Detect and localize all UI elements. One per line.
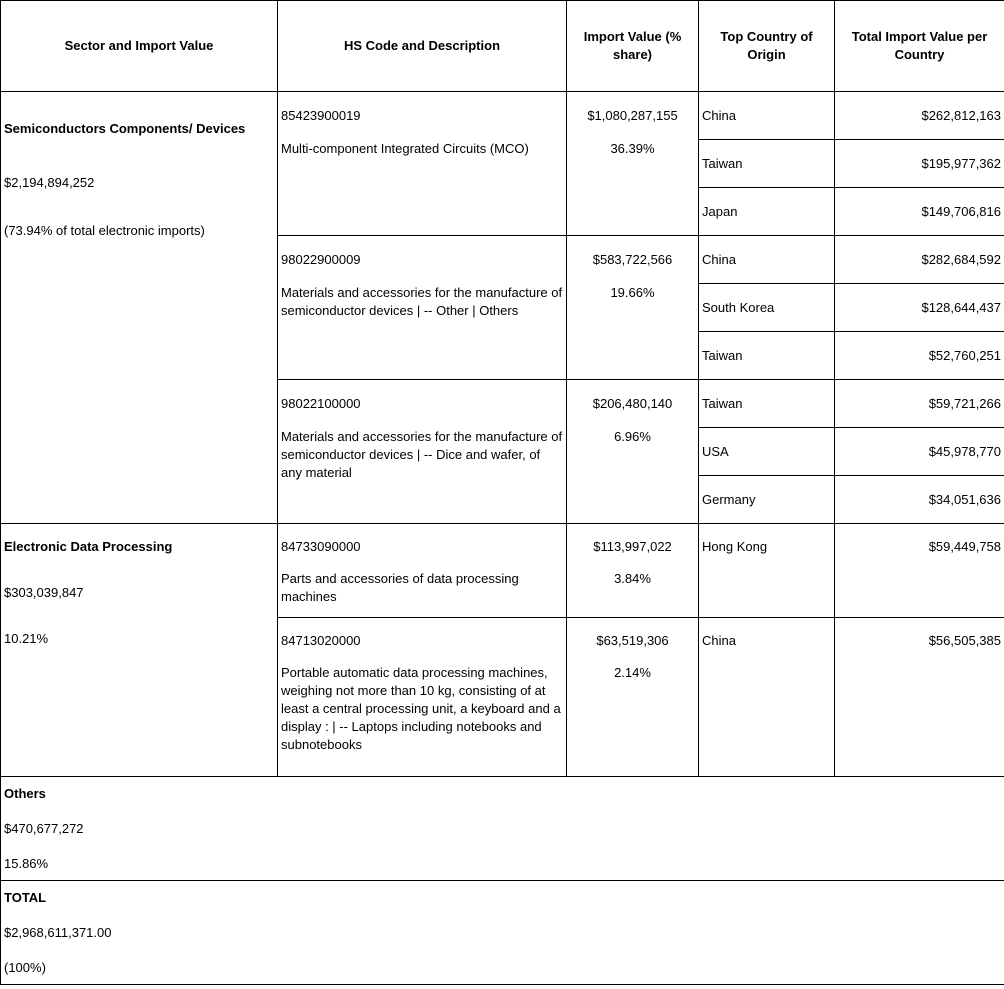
sector-name: Semiconductors Components/ Devices xyxy=(4,121,246,136)
import-value: $113,997,022 xyxy=(593,539,672,554)
total-label: TOTAL xyxy=(4,890,47,905)
import-share: 19.66% xyxy=(610,285,655,300)
country-value: $282,684,592 xyxy=(835,236,1004,284)
import-share: 3.84% xyxy=(614,571,651,586)
hs-cell xyxy=(278,236,567,380)
country-name: USA xyxy=(699,428,835,476)
import-share: 6.96% xyxy=(614,429,651,444)
country-name: Germany xyxy=(699,476,835,524)
hs-cell xyxy=(278,380,567,524)
total-value: $2,968,611,371.00 xyxy=(4,925,112,940)
country-value: $262,812,163 xyxy=(835,92,1004,140)
hs-code: 85423900019 xyxy=(281,108,361,123)
table-row xyxy=(1,524,1004,618)
sector-share: (73.94% of total electronic imports) xyxy=(4,223,205,238)
country-value: $56,505,385 xyxy=(835,618,1004,777)
country-name: China xyxy=(699,236,835,284)
import-value-cell xyxy=(567,618,699,777)
sector-cell-semiconductors xyxy=(1,92,278,524)
hs-cell xyxy=(278,524,567,618)
sector-value: $2,194,894,252 xyxy=(4,175,95,190)
hs-description: Parts and accessories of data processing machines xyxy=(281,571,519,604)
country-name: Japan xyxy=(699,188,835,236)
sector-value: $303,039,847 xyxy=(4,585,84,600)
hs-code: 98022900009 xyxy=(281,252,361,267)
import-share: 36.39% xyxy=(610,141,655,156)
country-value: $52,760,251 xyxy=(835,332,1004,380)
others-cell xyxy=(1,777,1004,881)
country-value: $45,978,770 xyxy=(835,428,1004,476)
header-total-per-country: Total Import Value per Country xyxy=(835,1,1004,92)
hs-description: Multi-component Integrated Circuits (MCO) xyxy=(281,141,529,156)
table-row-total xyxy=(1,881,1004,985)
country-value: $149,706,816 xyxy=(835,188,1004,236)
table-row-others xyxy=(1,777,1004,881)
country-name: Taiwan xyxy=(699,332,835,380)
hs-cell xyxy=(278,92,567,236)
sector-share: 15.86% xyxy=(4,856,49,871)
country-name: China xyxy=(699,92,835,140)
import-value: $583,722,566 xyxy=(592,252,673,267)
country-value: $59,449,758 xyxy=(835,524,1004,618)
country-value: $128,644,437 xyxy=(835,284,1004,332)
sector-cell-edp xyxy=(1,524,278,777)
country-name: Hong Kong xyxy=(699,524,835,618)
sector-value: $470,677,272 xyxy=(4,821,84,836)
header-row xyxy=(1,1,1004,92)
country-name: South Korea xyxy=(699,284,835,332)
total-cell xyxy=(1,881,1004,985)
country-value: $34,051,636 xyxy=(835,476,1004,524)
header-top-country: Top Country of Origin xyxy=(699,1,835,92)
table-row xyxy=(1,92,1004,140)
import-value-cell xyxy=(567,380,699,524)
hs-cell xyxy=(278,618,567,777)
header-import-value: Import Value (% share) xyxy=(567,1,699,92)
hs-code: 84713020000 xyxy=(281,633,361,648)
sector-share: 10.21% xyxy=(4,631,49,646)
import-value: $63,519,306 xyxy=(596,633,669,648)
country-name: Taiwan xyxy=(699,380,835,428)
hs-description: Materials and accessories for the manufacture of semiconductor devices | -- Dice and wafer, of any material xyxy=(281,429,563,480)
hs-description: Portable automatic data processing machines, weighing not more than 10 kg, consisting of at least a central processing unit, a keyboard and a display : | -- Laptops including notebooks and subnotebooks xyxy=(281,665,561,752)
import-value-cell xyxy=(567,524,699,618)
country-name: China xyxy=(699,618,835,777)
import-share: 2.14% xyxy=(614,665,651,680)
country-name: Taiwan xyxy=(699,140,835,188)
country-value: $195,977,362 xyxy=(835,140,1004,188)
import-value-cell xyxy=(567,236,699,380)
country-value: $59,721,266 xyxy=(835,380,1004,428)
import-value: $206,480,140 xyxy=(592,396,673,411)
hs-code: 98022100000 xyxy=(281,396,361,411)
header-hs-code: HS Code and Description xyxy=(278,1,567,92)
hs-description: Materials and accessories for the manufacture of semiconductor devices | -- Other | Others xyxy=(281,285,563,318)
sector-name: Electronic Data Processing xyxy=(4,539,173,554)
header-sector: Sector and Import Value xyxy=(1,1,278,92)
total-share: (100%) xyxy=(4,960,46,975)
hs-code: 84733090000 xyxy=(281,539,361,554)
sector-name: Others xyxy=(4,786,46,801)
import-value: $1,080,287,155 xyxy=(587,108,678,123)
import-value-cell xyxy=(567,92,699,236)
